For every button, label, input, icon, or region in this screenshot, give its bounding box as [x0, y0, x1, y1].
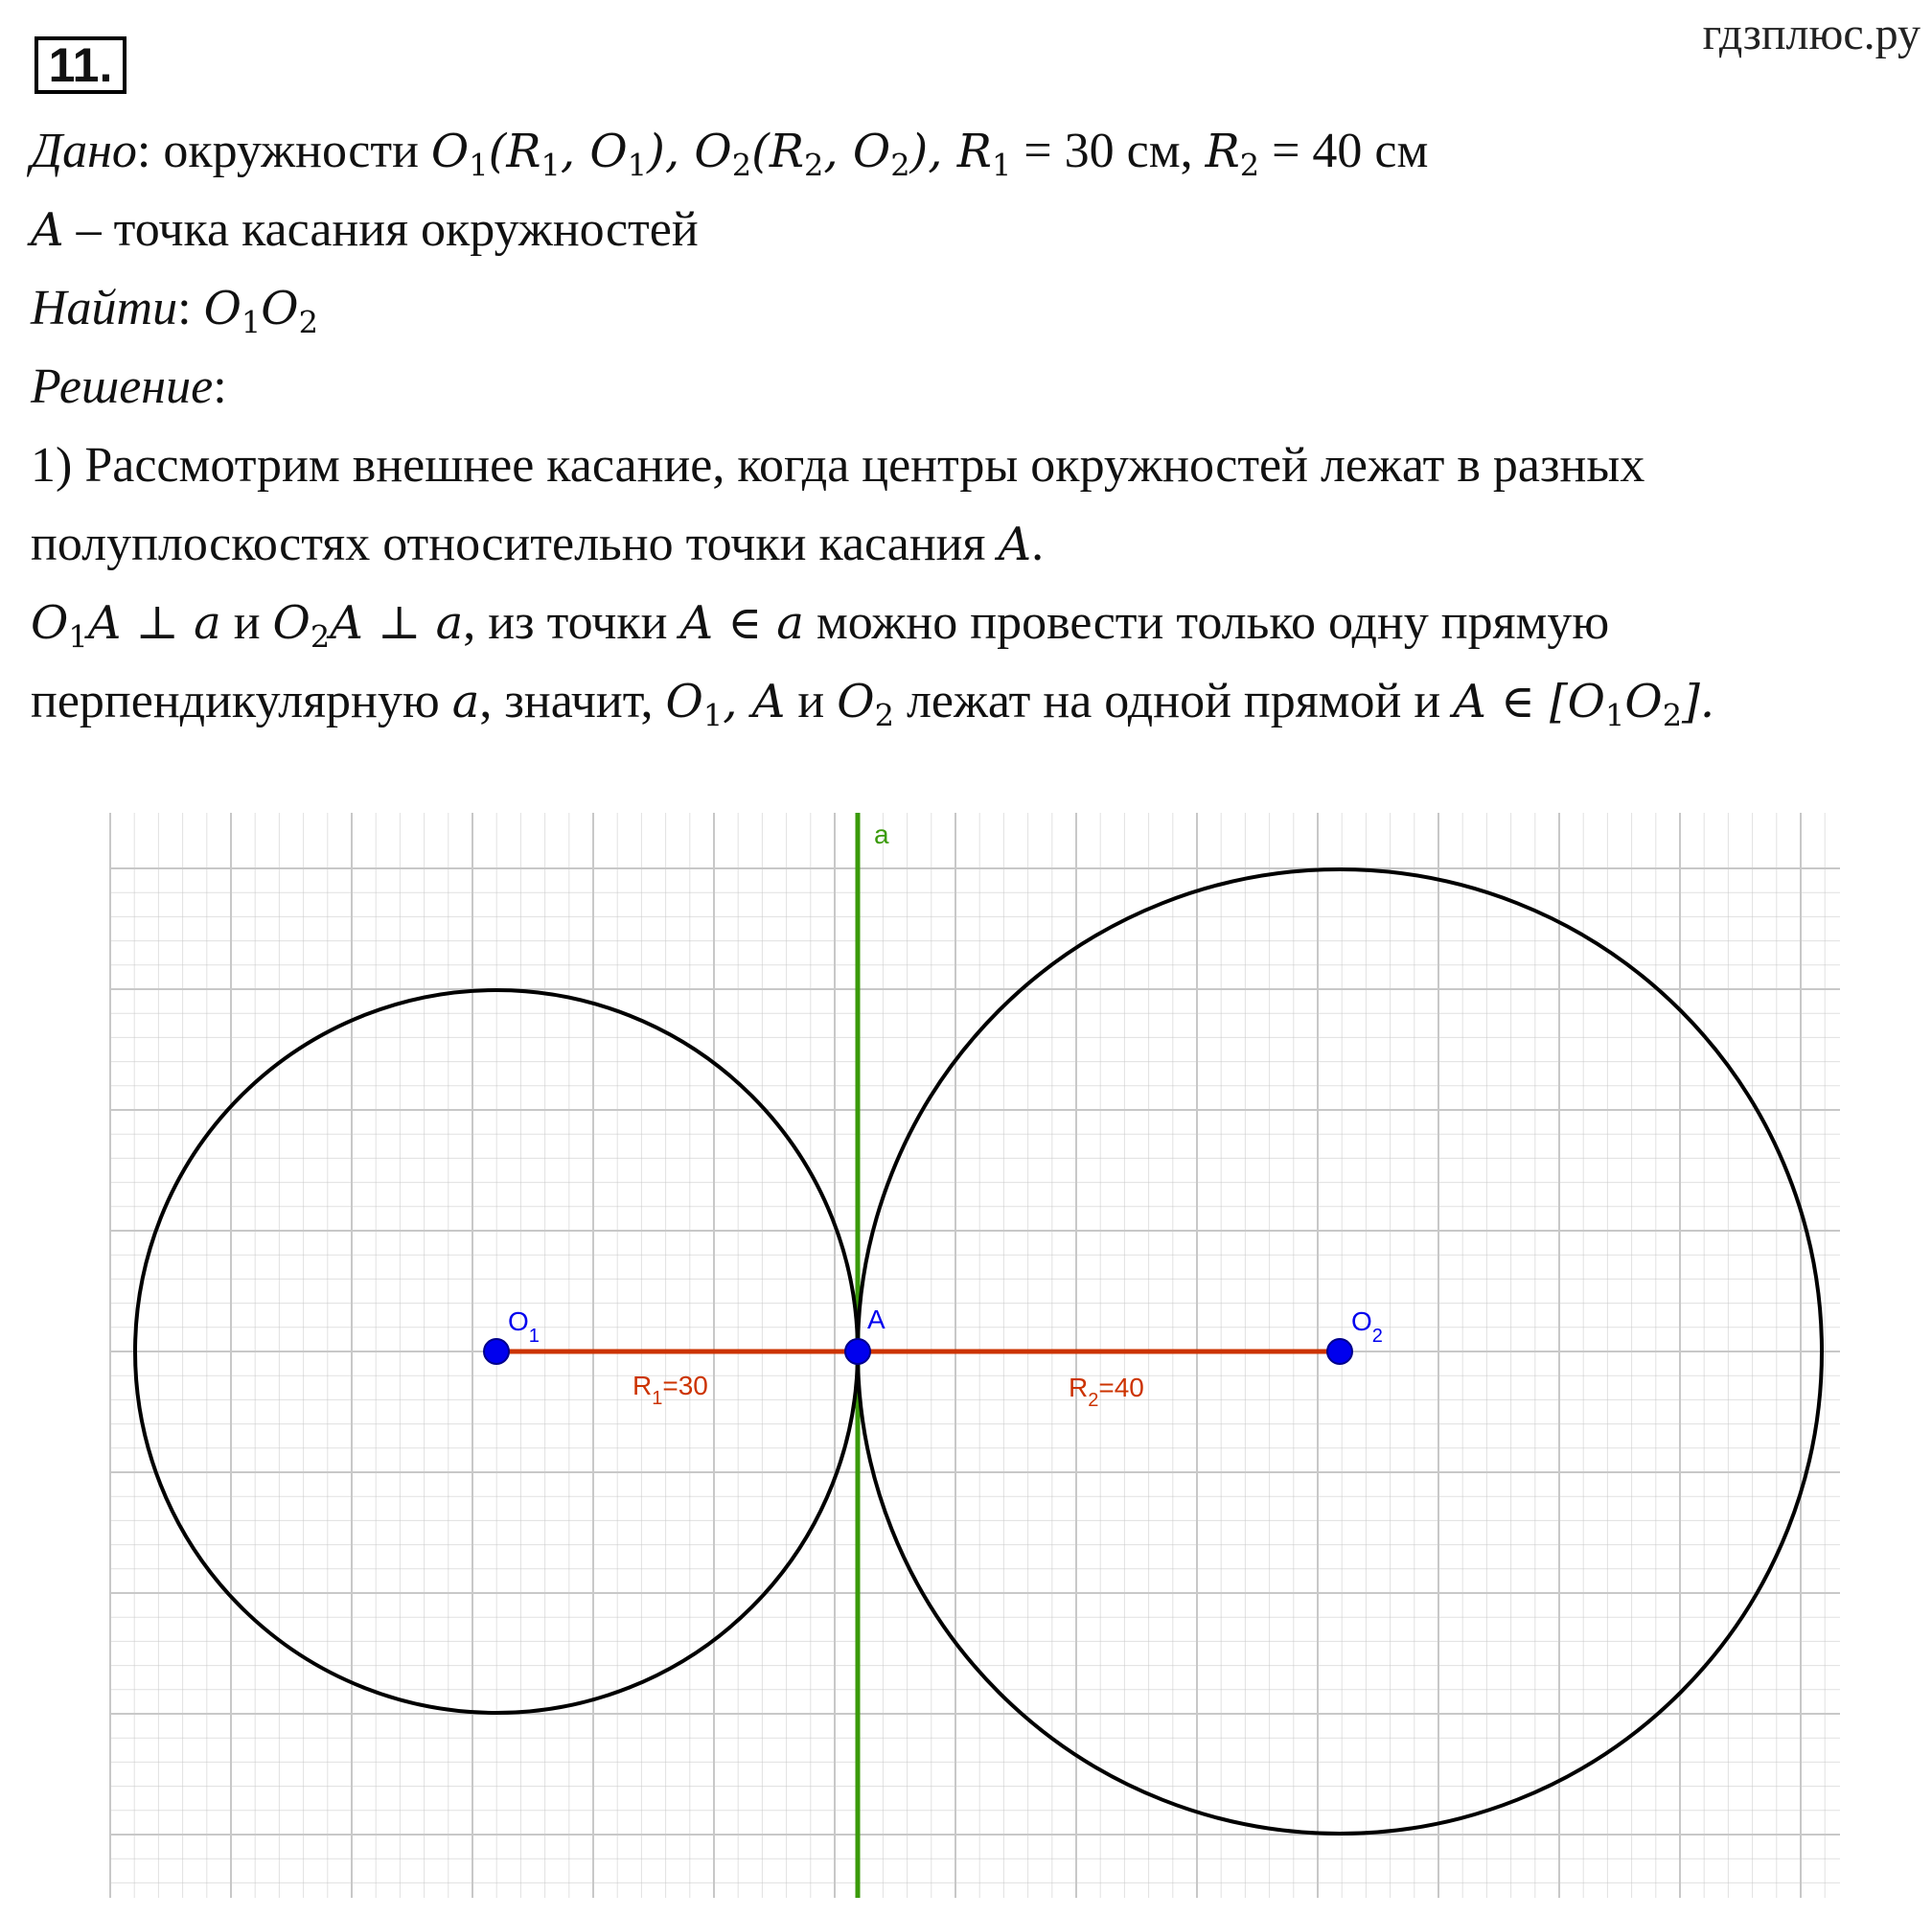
solution-label: Решение — [31, 359, 214, 414]
label-o2: $O_2$ — [1351, 1306, 1383, 1347]
r1-value: = 30 см — [1024, 124, 1181, 178]
find-label: Найти — [31, 281, 178, 335]
given-r2: $R_2$ — [1205, 125, 1260, 184]
point-o2 — [1327, 1339, 1352, 1364]
step1-line3: $O_1A$ ⊥ a и $O_2A$ ⊥ a, из точки A ∈ a можно провести только одну прямую — [31, 595, 1610, 656]
label-r2: $R_2=40$ — [1069, 1373, 1144, 1411]
point-a-marker — [845, 1339, 870, 1364]
grid — [110, 813, 1840, 1898]
step1-line1: 1) Рассмотрим внешнее касание, когда центры окружностей лежат в разных — [31, 438, 1645, 493]
problem-number: 11. — [34, 36, 126, 94]
tangent-circles-figure — [0, 805, 1932, 1917]
given-line: Дано: окружности $O_1(R_1$, $O_1$), $O_2(R_2$, $O_2$), $R_1 = 30$ см, $R_2 = 40$ см — [31, 124, 1429, 184]
find-line: Найти: $O_1O_2$ — [31, 281, 318, 341]
line-a-label: a — [874, 820, 889, 849]
label-r1: $R_1=30$ — [632, 1371, 708, 1409]
given-word: окружности — [163, 124, 419, 178]
point-o1 — [484, 1339, 509, 1364]
tangent-line — [31, 201, 699, 259]
solution-line: Решение: — [31, 359, 227, 414]
given-label: Дано — [31, 124, 137, 178]
r2-value: = 40 см — [1272, 124, 1429, 178]
label-o1: $O_1$ — [508, 1306, 540, 1347]
given-o1: $O_1(R_1$, $O_1$), $O_2(R_2$, $O_2$), $R_1$ — [430, 125, 1012, 184]
step1-line2: полуплоскостях относительно точки касания A. — [31, 517, 1045, 571]
label-a: A — [867, 1305, 886, 1334]
site-watermark: гдзплюс.ру — [1702, 9, 1920, 59]
point-a: A — [31, 203, 64, 257]
step1-line4: перпендикулярную a, значит, $O_1$, A и $O_2$ лежат на одной прямой и A ∈ $[O_1O_2]$. — [31, 674, 1715, 734]
tangent-text: – точка касания окружностей — [76, 202, 699, 257]
find-value: $O_1O_2$ — [203, 282, 318, 341]
